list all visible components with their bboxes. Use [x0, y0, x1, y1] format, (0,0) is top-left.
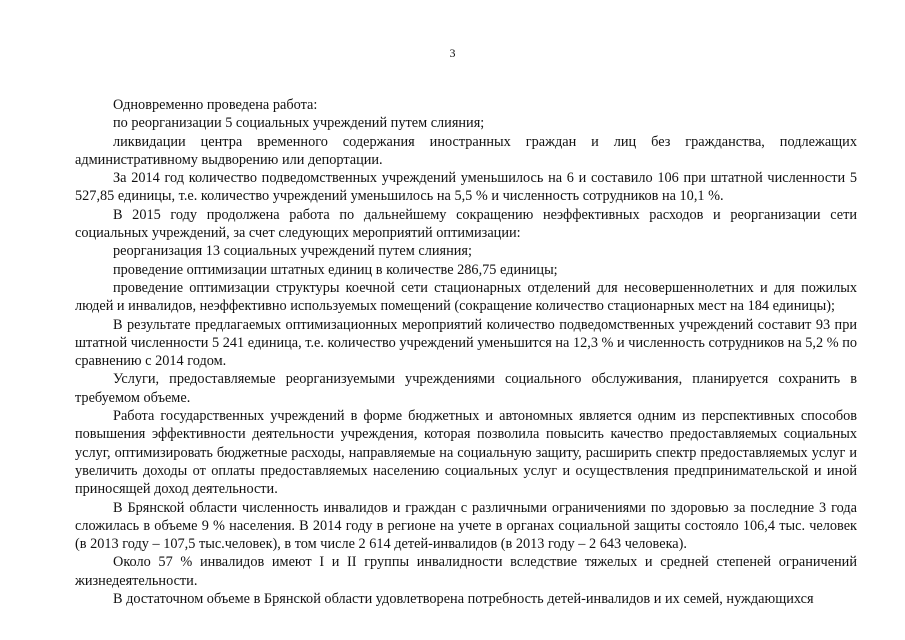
paragraph-reorganization-5: по реорганизации 5 социальных учреждений путем слияния; — [113, 115, 485, 132]
paragraph-budget-autonomous: Работа государственных учреждений в форме бюджетных и автономных является одним из перспективных способов повышения эффективности деятельности учреждения, которая позволила повысить качество предоставляемых социальных услуг, оптимизировать бюджетные расходы, направляемые на социальную защиту, расширить спектр предоставляемых услуг и увеличить доходы от оплаты предоставляемых населению социальных услуг и осуществления предпринимательской и иной приносящей доход деятельности. — [75, 408, 857, 498]
page-number: 3 — [449, 46, 456, 60]
paragraph-disability-groups: Около 57 % инвалидов имеют I и II группы инвалидности вследствие тяжелых и средней степеней ограничений жизнедеятельности. — [75, 554, 857, 589]
paragraph-children-needs: В достаточном объеме в Брянской области удовлетворена потребность детей-инвалидов и их семей, нуждающихся — [113, 591, 814, 608]
paragraph-bed-network: проведение оптимизации структуры коечной сети стационарных отделений для несовершеннолетних и для пожилых людей и инвалидов, неэффективно используемых помещений (сокращение количество стационарных мест на 184 единицы); — [75, 279, 857, 315]
paragraph-2014-institutions: За 2014 год количество подведомственных учреждений уменьшилось на 6 и составило 106 при штатной численности 5 527,85 единицы, т.е. количество учреждений уменьшилось на 5,5 % и численность сотрудников на 10,1 %. — [75, 170, 857, 205]
paragraph-liquidation-center: ликвидации центра временного содержания иностранных граждан и лиц без гражданства, подлежащих административному выдворению или депортации. — [75, 133, 857, 168]
paragraph-staff-optimization: проведение оптимизации штатных единиц в количестве 286,75 единицы; — [113, 261, 558, 278]
paragraph-services-preserved: Услуги, предоставляемые реорганизуемыми учреждениями социального обслуживания, планируется сохранить в требуемом объеме. — [75, 371, 857, 406]
paragraph-work-done: Одновременно проведена работа: — [113, 97, 318, 113]
document-body — [75, 96, 857, 608]
paragraph-reorganization-13: реорганизация 13 социальных учреждений путем слияния; — [113, 243, 472, 260]
paragraph-bryansk-disabled: В Брянской области численность инвалидов и граждан с различными ограничениями по здоровью за последние 3 года сложилась в объеме 9 % населения. В 2014 году в регионе на учете в органах социальной защиты состояло 106,4 тыс. человек (в 2013 году – 107,5 тыс.человек), в том числе 2 614 детей-инвалидов (в 2013 году – 2 643 человека). — [75, 499, 857, 553]
paragraph-2015-optimization: В 2015 году продолжена работа по дальнейшему сокращению неэффективных расходов и реорганизации сети социальных учреждений, за счет следующих мероприятий оптимизации: — [75, 206, 857, 242]
paragraph-result-93: В результате предлагаемых оптимизационных мероприятий количество подведомственных учреждений составит 93 при штатной численности 5 241 единица, т.е. количество учреждений уменьшится на 12,3 % и численность сотрудников на 5,2 % по сравнению с 2014 годом. — [75, 316, 857, 370]
